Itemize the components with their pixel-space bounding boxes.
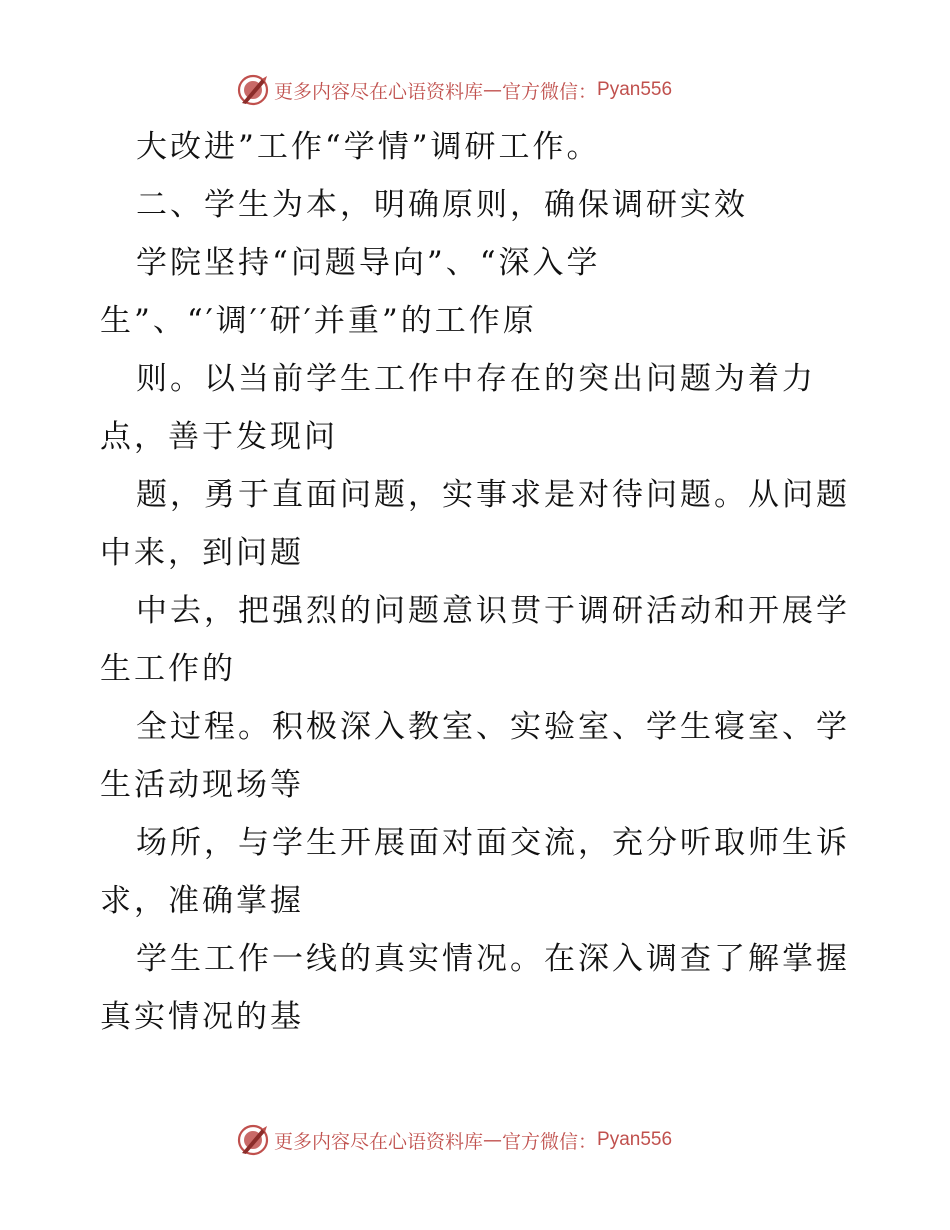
quill-pen-logo-icon xyxy=(236,73,270,107)
banner-separator: — xyxy=(483,79,503,101)
body-line: 全过程。积极深入教室、实验室、学生寝室、学 xyxy=(136,709,850,745)
body-line: 场所，与学生开展面对面交流，充分听取师生诉 xyxy=(136,825,850,861)
body-line: 求，准确掌握 xyxy=(100,883,304,919)
banner-text: 更多内容尽在心语资料库 xyxy=(274,1130,484,1153)
banner-text: 更多内容尽在心语资料库 xyxy=(274,80,484,103)
body-line: 则。以当前学生工作中存在的突出问题为着力 xyxy=(136,361,816,397)
body-line: 生”、“′调′′研′并重”的工作原 xyxy=(100,303,537,339)
body-line: 中去，把强烈的问题意识贯于调研活动和开展学 xyxy=(136,593,850,629)
banner-wechat-id: Pyan556 xyxy=(597,79,673,100)
body-line: 点，善于发现问 xyxy=(100,419,338,455)
section-heading: 二、学生为本，明确原则，确保调研实效 xyxy=(136,187,748,223)
quill-pen-logo-icon xyxy=(236,1123,270,1157)
header-banner xyxy=(236,72,672,108)
body-line: 题，勇于直面问题，实事求是对待问题。从问题 xyxy=(136,477,850,513)
body-line: 生活动现场等 xyxy=(100,767,304,803)
banner-wechat-id: Pyan556 xyxy=(597,1129,673,1150)
body-line: 大改进”工作“学情”调研工作。 xyxy=(136,129,601,165)
body-line: 真实情况的基 xyxy=(100,999,304,1035)
body-line: 学院坚持“问题导向”、“深入学 xyxy=(136,245,601,281)
body-line: 中来，到问题 xyxy=(100,535,304,571)
body-line: 学生工作一线的真实情况。在深入调查了解掌握 xyxy=(136,941,850,977)
banner-wechat-label: 官方微信： xyxy=(502,1130,598,1153)
banner-wechat-label: 官方微信： xyxy=(502,80,598,103)
body-line: 生工作的 xyxy=(100,651,236,687)
footer-banner xyxy=(236,1122,672,1158)
banner-separator: — xyxy=(483,1129,503,1151)
